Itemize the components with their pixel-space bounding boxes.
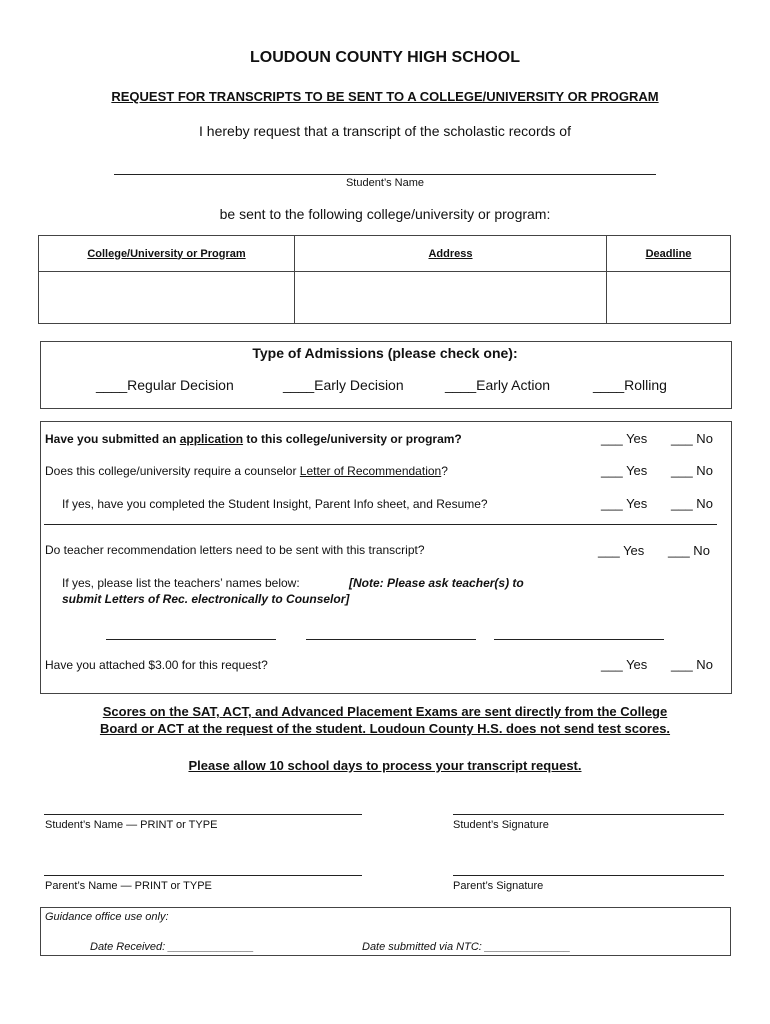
q6-no-option[interactable]: ___ No [671,657,713,672]
q2-yes-option[interactable]: ___ Yes [601,463,648,478]
letter-of-recommendation-term: Letter of Recommendation [299,464,442,478]
q2-no-option[interactable]: ___ No [671,463,713,478]
guidance-title: Guidance office use only: [45,911,169,923]
student-signature-caption: Student’s Signature [453,819,549,831]
scores-notice [30,703,740,737]
college-cell[interactable] [39,272,295,324]
parent-signature-line[interactable] [453,875,724,876]
date-received-field[interactable]: Date Received: ______________ [90,941,254,953]
teacher-name-line-2[interactable] [306,639,476,640]
question-student-insight: If yes, have you completed the Student Insight, Parent Info sheet, and Resume? [62,497,488,511]
q4-yes-option[interactable]: ___ Yes [598,543,645,558]
scores-notice-line-1: Scores on the SAT, ACT, and Advanced Placement Exams are sent directly from the College [102,704,668,719]
college-table [38,235,731,324]
admissions-title: Type of Admissions (please check one): [252,345,518,361]
sent-to-text: be sent to the following college/university or program: [219,206,551,222]
page-title: LOUDOUN COUNTY HIGH SCHOOL [250,49,520,66]
teacher-name-line-3[interactable] [494,639,664,640]
teacher-note-line-1: [Note: Please ask teacher(s) to [349,576,524,590]
option-early-action[interactable]: ____Early Action [445,377,551,393]
column-header-college: College/University or Program [39,236,295,272]
q3-yes-option[interactable]: ___ Yes [601,496,648,511]
column-header-address: Address [295,236,607,272]
scores-notice-line-2: Board or ACT at the request of the student. Loudoun County H.S. does not send test scores. [99,721,671,736]
question-counselor-letter [45,464,448,478]
question-counselor-text-end: ? [441,464,448,478]
column-header-deadline: Deadline [607,236,731,272]
parent-signature-caption: Parent’s Signature [453,880,544,892]
q4-no-option[interactable]: ___ No [668,543,710,558]
section-divider [44,524,717,525]
deadline-cell[interactable] [607,272,731,324]
question-teacher-names: If yes, please list the teachers’ names below: [62,576,300,590]
teacher-note-line-2: submit Letters of Rec. electronically to Counselor] [62,592,350,606]
processing-notice: Please allow 10 school days to process your transcript request. [188,758,582,773]
teacher-name-line-1[interactable] [106,639,276,640]
address-cell[interactable] [295,272,607,324]
q1-yes-option[interactable]: ___ Yes [601,431,648,446]
question-counselor-text: Does this college/university require a counselor [45,464,300,478]
parent-name-print-line[interactable] [44,875,362,876]
student-signature-line[interactable] [453,814,724,815]
parent-name-print-caption: Parent’s Name — PRINT or TYPE [45,880,212,892]
q3-no-option[interactable]: ___ No [671,496,713,511]
question-application [45,432,462,446]
student-name-line[interactable] [114,174,656,175]
student-name-print-line[interactable] [44,814,362,815]
question-application-text-end: to this college/university or program? [243,432,462,446]
q6-yes-option[interactable]: ___ Yes [601,657,648,672]
option-rolling[interactable]: ____Rolling [593,377,667,393]
date-submitted-field[interactable]: Date submitted via NTC: ______________ [362,941,571,953]
option-early-decision[interactable]: ____Early Decision [283,377,404,393]
student-name-print-caption: Student’s Name — PRINT or TYPE [45,819,218,831]
option-regular-decision[interactable]: ____Regular Decision [96,377,234,393]
question-fee: Have you attached $3.00 for this request? [45,658,268,672]
question-teacher-letters: Do teacher recommendation letters need to be sent with this transcript? [45,543,425,557]
question-application-text: Have you submitted an [45,432,180,446]
application-term: application [179,432,244,446]
q1-no-option[interactable]: ___ No [671,431,713,446]
intro-text: I hereby request that a transcript of the scholastic records of [199,123,571,139]
student-name-caption: Student’s Name [345,177,425,189]
form-title: REQUEST FOR TRANSCRIPTS TO BE SENT TO A COLLEGE/UNIVERSITY OR PROGRAM [111,89,659,104]
